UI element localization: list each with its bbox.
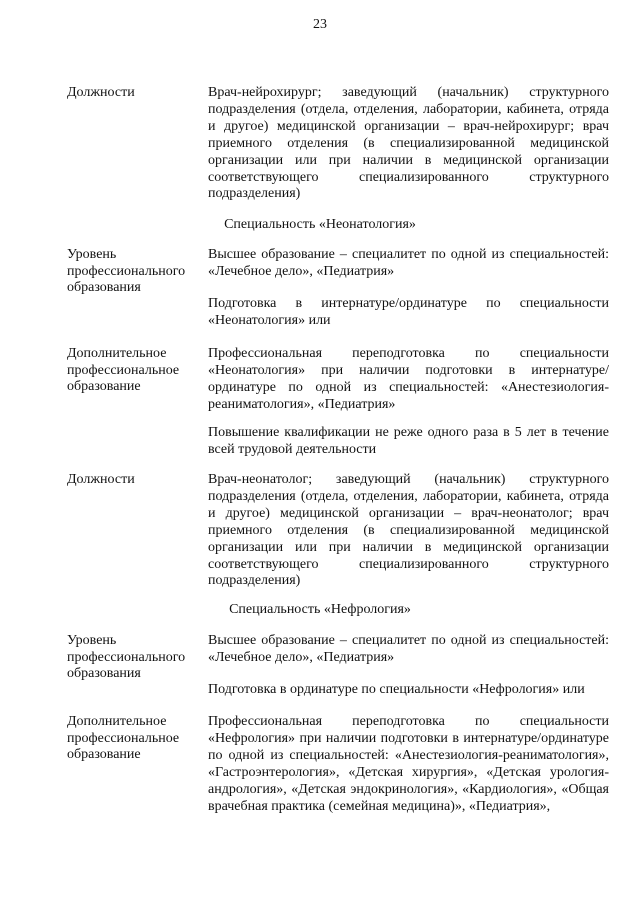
- neonatology-qualification-text: Повышение квалификации не реже одного раза в 5 лет в течение всей трудовой деятельности: [208, 425, 609, 457]
- neonatology-heading: Специальность «Неонатология»: [224, 217, 416, 232]
- education-level-label: Уровень профессионального образования: [67, 247, 186, 296]
- additional-education-label: Дополнительное профессиональное образование: [67, 346, 180, 395]
- page-number: 23: [313, 17, 327, 32]
- nephrology-heading: Специальность «Нефрология»: [229, 602, 411, 617]
- additional-education-label: Дополнительное профессиональное образование: [67, 714, 180, 763]
- neonatology-positions-text: Врач-неонатолог; заведующий (начальник) структурного подразделения (отдела, отделения, лаборатории, кабинета, отряда и другое) медицинской организации – врач-неонатолог; врач приемного отделения (в специализированной медицинской организации или при наличии в медицинской организации соответствующего специализированного структурного подразделения): [208, 472, 609, 589]
- neonatology-additional-text: Профессиональная переподготовка по специальности «Неонатология» при наличии подготовки в интернатуре/ординатуре по одной из специальностей: «Анестезиология-реаниматология», «Педиатрия»: [208, 346, 609, 412]
- neonatology-education-text: Высшее образование – специалитет по одной из специальностей: «Лечебное дело», «Педиатрия»: [208, 247, 609, 279]
- nephrology-training-text: Подготовка в ординатуре по специальности «Нефрология» или: [208, 682, 585, 697]
- neonatology-training-text: Подготовка в интернатуре/ординатуре по специальности «Неонатология» или: [208, 296, 609, 328]
- nephrology-additional-text: Профессиональная переподготовка по специальности «Нефрология» при наличии подготовки в интернатуре/ординатуре по одной из специальностей: «Анестезиология-реаниматология», «Гастроэнтерология», «Детская хирургия», «Детская урология-андрология», «Детская эндокринология», «Кардиология», «Общая врачебная практика (семейная медицина)», «Педиатрия»,: [208, 714, 609, 814]
- positions-label: Должности: [67, 85, 135, 100]
- nephrology-education-text: Высшее образование – специалитет по одной из специальностей: «Лечебное дело», «Педиатрия»: [208, 633, 609, 665]
- neurosurgery-positions-text: Врач-нейрохирург; заведующий (начальник) структурного подразделения (отдела, отделения, лаборатории, кабинета, отряда и другое) медицинской организации – врач-нейрохирург; врач приемного отделения (в специализированной медицинской организации или при наличии в медицинской организации соответствующего специализированного структурного подразделения): [208, 85, 609, 202]
- education-level-label: Уровень профессионального образования: [67, 633, 186, 682]
- positions-label: Должности: [67, 472, 135, 487]
